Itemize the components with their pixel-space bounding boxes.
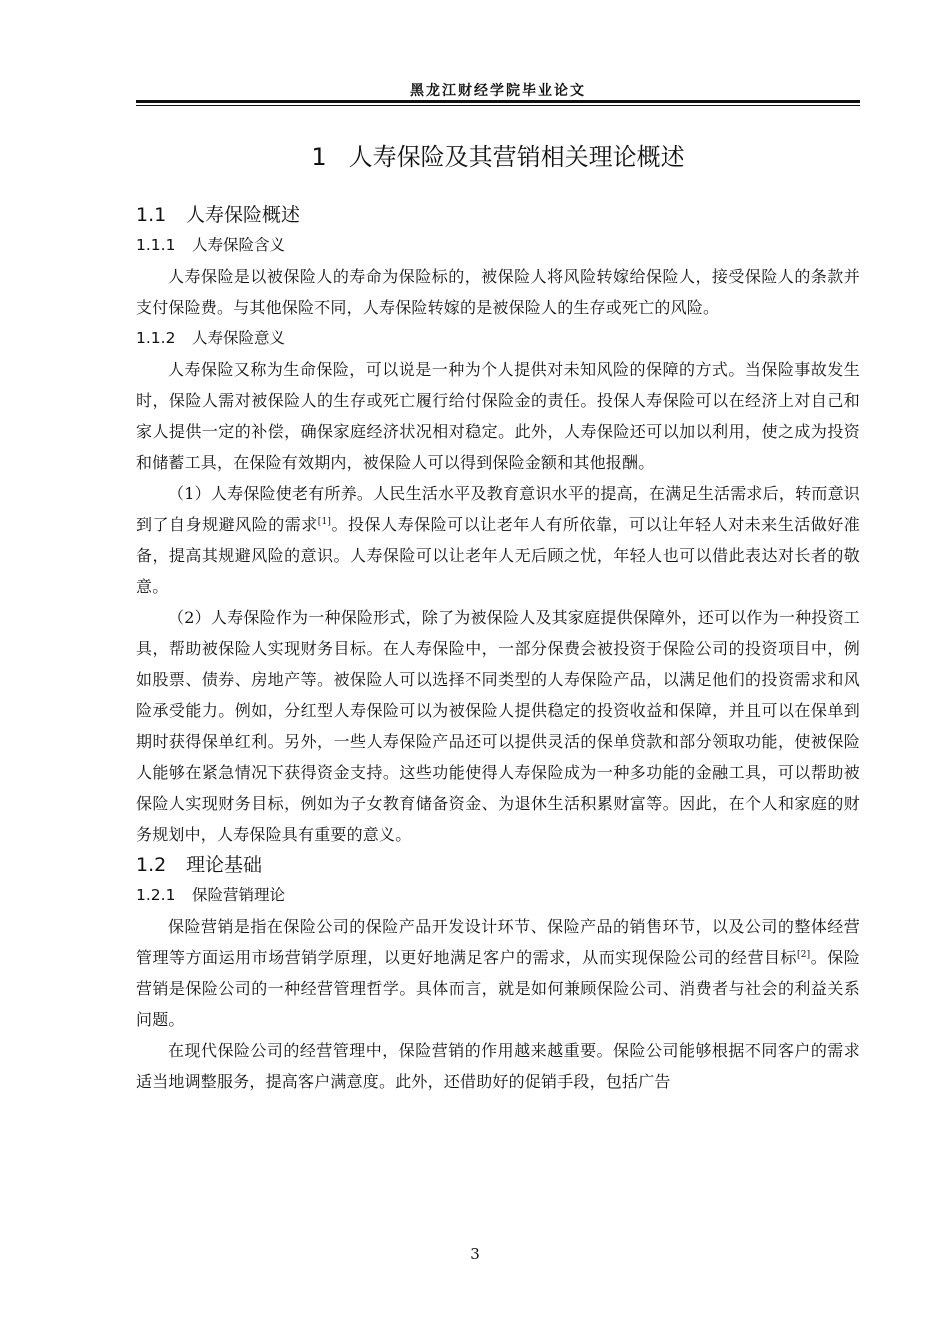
- section-heading-1-2: [136, 850, 860, 880]
- page-number: 3: [470, 1245, 480, 1263]
- subsection-heading-1-1-1: [136, 230, 860, 261]
- paragraph-text: 。投保人寿保险可以让老年人有所依靠，可以让年轻人对未来生活做好准备，提高其规避风险的意识。人寿保险可以让老年人无后顾之忧，年轻人也可以借此表达对长者的敬意。: [136, 515, 860, 596]
- running-header: 黑龙江财经学院毕业论文: [410, 83, 586, 99]
- subsection-title: 人寿保险含义: [192, 236, 286, 254]
- section-title: 理论基础: [186, 854, 263, 876]
- section-number: 1.2: [136, 854, 167, 876]
- paragraph-text: 。保险营销是保险公司的一种经营管理哲学。具体而言，就是如何兼顾保险公司、消费者与社会的利益关系问题。: [136, 948, 860, 1029]
- paragraph: （2）人寿保险作为一种保险形式，除了为被保险人及其家庭提供保障外，还可以作为一种投资工具，帮助被保险人实现财务目标。在人寿保险中，一部分保费会被投资于保险公司的投资项目中，例如股票、债券、房地产等。被保险人可以选择不同类型的人寿保险产品，以满足他们的投资需求和风险承受能力。例如，分红型人寿保险可以为被保险人提供稳定的投资收益和保障，并且可以在保单到期时获得保单红利。另外，一些人寿保险产品还可以提供灵活的保单贷款和部分领取功能，使被保险人能够在紧急情况下获得资金支持。这些功能使得人寿保险成为一种多功能的金融工具，可以帮助被保险人实现财务目标，例如为子女教育储备资金、为退休生活积累财富等。因此，在个人和家庭的财务规划中，人寿保险具有重要的意义。: [136, 608, 860, 844]
- subsection-heading-1-1-2: [136, 323, 860, 354]
- page-body: [136, 138, 860, 1097]
- paragraph: 在现代保险公司的经营管理中，保险营销的作用越来越重要。保险公司能够根据不同客户的需求适当地调整服务，提高客户满意度。此外，还借助好的促销手段，包括广告: [136, 1041, 860, 1091]
- paragraph-text: （1）人寿保险使老有所养。人民生活水平及教育意识水平的提高，在满足生活需求后，转而意识到了自身规避风险的需求: [136, 484, 860, 534]
- paragraph: 人寿保险是以被保险人的寿命为保险标的，被保险人将风险转嫁给保险人，接受保险人的条款并支付保险费。与其他保险不同，人寿保险转嫁的是被保险人的生存或死亡的风险。: [136, 267, 860, 317]
- chapter-number: 1: [311, 143, 327, 171]
- section-heading-1-1: [136, 200, 860, 230]
- subsection-number: 1.2.1: [136, 886, 176, 904]
- citation-ref: [2]: [797, 950, 811, 960]
- paragraph: [136, 911, 860, 1035]
- citation-ref: [1]: [317, 517, 332, 527]
- header-rule-thin: [136, 105, 860, 106]
- section-title: 人寿保险概述: [186, 204, 301, 226]
- subsection-title: 保险营销理论: [192, 886, 286, 904]
- chapter-title: [136, 138, 860, 176]
- section-number: 1.1: [136, 204, 167, 226]
- subsection-title: 人寿保险意义: [192, 329, 286, 347]
- subsection-number: 1.1.2: [136, 329, 176, 347]
- paragraph: [136, 478, 860, 602]
- subsection-heading-1-2-1: [136, 880, 860, 911]
- subsection-number: 1.1.1: [136, 236, 176, 254]
- header-rule-thick: [136, 100, 860, 103]
- paragraph: 人寿保险又称为生命保险，可以说是一种为个人提供对未知风险的保障的方式。当保险事故发生时，保险人需对被保险人的生存或死亡履行给付保险金的责任。投保人寿保险可以在经济上对自己和家人提供一定的补偿，确保家庭经济状况相对稳定。此外，人寿保险还可以加以利用，使之成为投资和储蓄工具，在保险有效期内，被保险人可以得到保险金额和其他报酬。: [136, 360, 860, 472]
- chapter-title-text: 人寿保险及其营销相关理论概述: [348, 143, 685, 171]
- paragraph-text: 保险营销是指在保险公司的保险产品开发设计环节、保险产品的销售环节，以及公司的整体经营管理等方面运用市场营销学原理，以更好地满足客户的需求，从而实现保险公司的经营目标: [136, 917, 860, 967]
